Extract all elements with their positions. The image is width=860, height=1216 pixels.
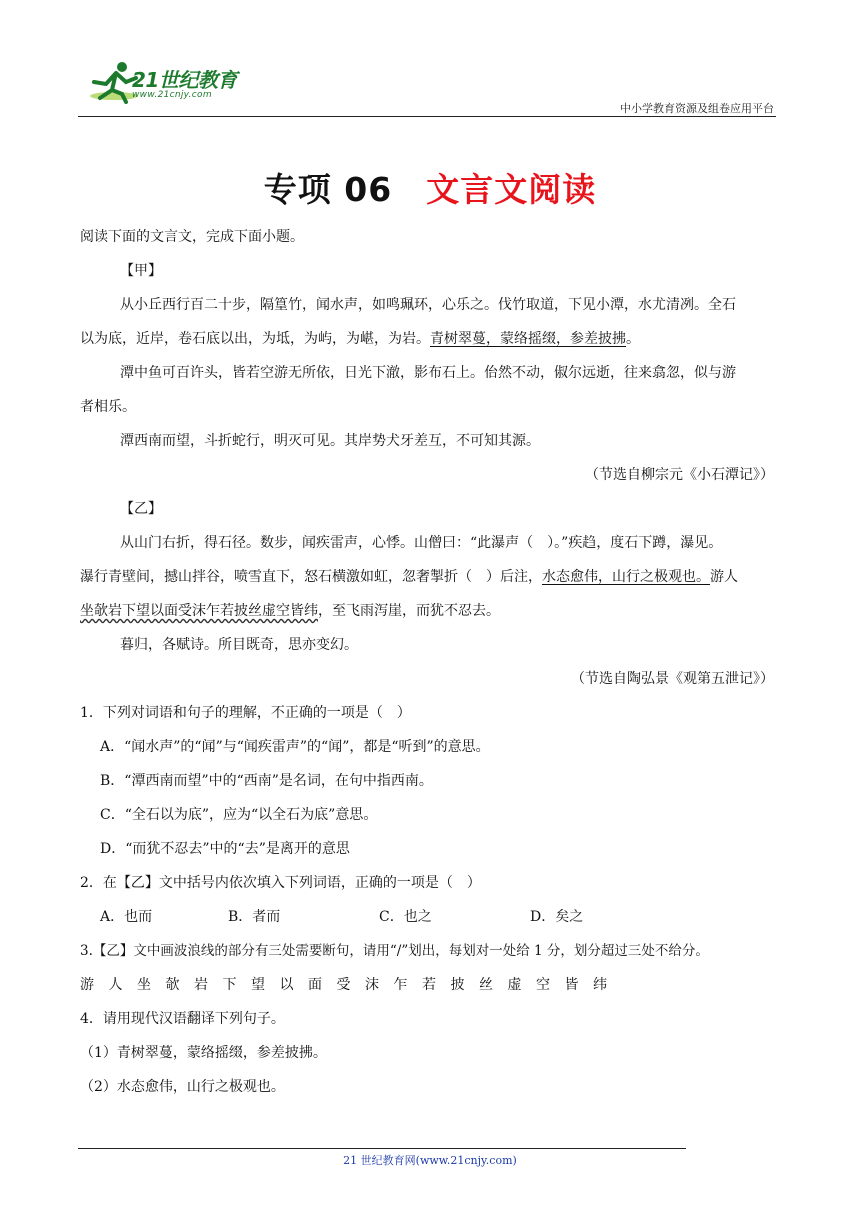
header-divider [78, 116, 776, 117]
question-1-option-b: B．“潭西南而望”中的“西南”是名词，在句中指西南。 [100, 773, 433, 789]
question-1-option-c: C．“全石以为底”，应为“以全石为底”意思。 [100, 807, 378, 823]
footer-link[interactable]: 21 世纪教育网(www.21cnjy.com) [343, 1154, 517, 1167]
question-4-item-1: （1）青树翠蔓，蒙络摇缀，参差披拂。 [80, 1045, 327, 1061]
question-2-option-a: A．也而 [100, 909, 153, 925]
passage-jia-p1-line1: 从小丘西行百二十步，隔篁竹，闻水声，如鸣珮环，心乐之。伐竹取道，下见小潭，水尤清冽。全石 [120, 297, 736, 313]
passage-jia-p3: 潭西南而望，斗折蛇行，明灭可见。其岸势犬牙差互，不可知其源。 [120, 433, 540, 449]
passage-yi-p2: 暮归，各赋诗。所目既奇，思亦变幻。 [120, 637, 358, 653]
title-topic: 文言文阅读 [426, 170, 597, 209]
question-2: 2．在【乙】文中括号内依次填入下列词语，正确的一项是（ ） [80, 875, 481, 891]
logo-text: 21世纪教育 [132, 68, 237, 92]
platform-label: 中小学教育资源及组卷应用平台 [620, 102, 774, 115]
question-1: 1．下列对词语和句子的理解，不正确的一项是（ ） [80, 705, 411, 721]
passage-jia-p2-line1: 潭中鱼可百许头，皆若空游无所依，日光下澈，影布石上。佁然不动，俶尔远逝，往来翕忽，似与游 [120, 365, 736, 381]
passage-yi-source: （节选自陶弘景《观第五泄记》） [571, 671, 774, 687]
passage-jia-source: （节选自柳宗元《小石潭记》） [585, 467, 774, 483]
wavy-underlined-text: 坐欹岩下望以面受沫乍若披丝虚空皆纬 [80, 603, 318, 619]
question-2-option-c: C．也之 [379, 909, 432, 925]
passage-jia-p2-line2: 者相乐。 [80, 399, 136, 415]
title-number: 专项 06 [263, 170, 393, 209]
passage-yi-p1-line3: 坐欹岩下望以面受沫乍若披丝虚空皆纬，至飞雨泻崖，而犹不忍去。 [80, 603, 500, 619]
question-1-option-a: A．“闻水声”的“闻”与“闻疾雷声”的“闻”，都是“听到”的意思。 [100, 739, 490, 755]
passage-yi-label: 【乙】 [120, 501, 162, 517]
page-title [0, 164, 860, 211]
question-2-option-d: D．矣之 [530, 909, 584, 925]
question-3: 3.【乙】文中画波浪线的部分有三处需要断句，请用“/”划出，每划对一处给 1 分，划分超过三处不给分。 [80, 943, 709, 959]
question-4: 4．请用现代汉语翻译下列句子。 [80, 1011, 285, 1027]
passage-jia-p1-line2: 以为底，近岸，卷石底以出，为坻，为屿，为嵁，为岩。青树翠蔓，蒙络摇缀，参差披拂。 [80, 331, 640, 347]
passage-yi-p1-line1: 从山门右折，得石径。数步，闻疾雷声，心悸。山僧曰：“此瀑声（ ）。”疾趋，度石下蹲，瀑见。 [120, 535, 723, 551]
logo-url: www.21cnjy.com [132, 90, 212, 100]
question-3-text: 游人坐欹岩下望以面受沫乍若披丝虚空皆纬 [80, 977, 622, 993]
passage-jia-label: 【甲】 [120, 263, 162, 279]
passage-yi-p1-line2: 瀑行青壁间，撼山拌谷，喷雪直下，怒石横激如虹，忽奢掣折（ ）后注，水态愈伟，山行之极观也。游人 [80, 569, 738, 585]
question-2-option-b: B．者而 [228, 909, 281, 925]
footer-divider [78, 1148, 686, 1149]
question-1-option-d: D．“而犹不忍去”中的“去”是离开的意思 [100, 841, 350, 857]
underlined-sentence: 水态愈伟，山行之极观也。 [542, 569, 710, 585]
intro-text: 阅读下面的文言文，完成下面小题。 [80, 229, 304, 245]
underlined-sentence: 青树翠蔓，蒙络摇缀，参差披拂 [430, 331, 626, 347]
question-4-item-2: （2）水态愈伟，山行之极观也。 [80, 1079, 285, 1095]
